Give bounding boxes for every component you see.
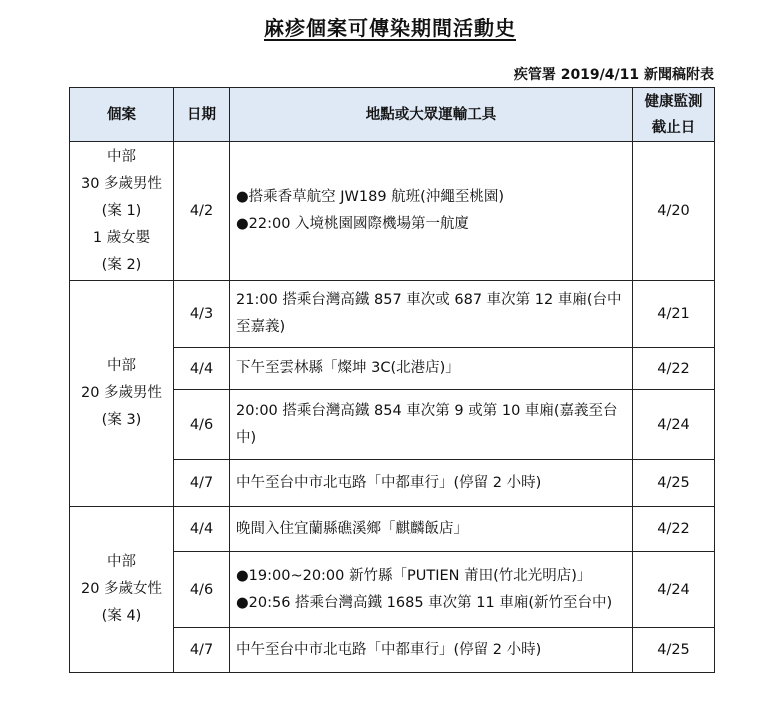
- date-cell: 4/4: [174, 348, 230, 390]
- activity-table: [69, 87, 715, 673]
- place-cell: [230, 628, 633, 673]
- case-cell: [70, 142, 174, 281]
- monitor-end-cell: 4/20: [633, 142, 715, 281]
- date-cell: 4/7: [174, 628, 230, 673]
- place-line: 中午至台中市北屯路「中都車行」(停留 2 小時): [236, 474, 542, 491]
- date-cell: 4/2: [174, 142, 230, 281]
- date-cell: 4/4: [174, 507, 230, 552]
- place-cell: [230, 142, 633, 281]
- place-line: ●22:00 入境桃園國際機場第一航廈: [236, 216, 470, 232]
- place-cell: [230, 552, 633, 628]
- monitor-end-cell: 4/25: [633, 628, 715, 673]
- date-cell: 4/3: [174, 281, 230, 348]
- date-cell: 4/6: [174, 390, 230, 460]
- case-line: (案 3): [101, 412, 142, 428]
- place-line: 20:00 搭乘台灣高鐵 854 車次第 9 或第 10 車廂(嘉義至台中): [236, 402, 618, 446]
- place-line: 中午至台中市北屯路「中都車行」(停留 2 小時): [236, 641, 542, 658]
- header-monitor-line2: 截止日: [651, 119, 696, 136]
- place-cell: [230, 281, 633, 348]
- place-line: 晚間入住宜蘭縣礁溪鄉「麒麟飯店」: [236, 520, 468, 537]
- header-date: 日期: [174, 88, 230, 142]
- place-cell: [230, 507, 633, 552]
- date-cell: 4/7: [174, 460, 230, 507]
- document-title-text: 麻疹個案可傳染期間活動史: [264, 16, 516, 40]
- case-line: 1 歲女嬰: [92, 229, 151, 246]
- case-line: (案 4): [101, 608, 142, 624]
- case-line: 20 多歲女性: [80, 581, 163, 597]
- case-line: 中部: [107, 554, 136, 570]
- place-line: ●20:56 搭乘台灣高鐵 1685 車次第 11 車廂(新竹至台中): [236, 594, 613, 611]
- monitor-end-cell: 4/21: [633, 281, 715, 348]
- source-note: 疾管署 2019/4/11 新聞稿附表: [513, 67, 714, 83]
- table-row: [70, 507, 715, 552]
- header-place: 地點或大眾運輸工具: [230, 88, 633, 142]
- case-cell: [70, 281, 174, 507]
- date-cell: 4/6: [174, 552, 230, 628]
- case-line: (案 1): [101, 202, 142, 219]
- place-cell: [230, 390, 633, 460]
- monitor-end-cell: 4/25: [633, 460, 715, 507]
- place-cell: [230, 348, 633, 390]
- monitor-end-cell: 4/24: [633, 552, 715, 628]
- case-line: 中部: [107, 358, 136, 374]
- monitor-end-cell: 4/24: [633, 390, 715, 460]
- header-row: [70, 88, 715, 142]
- place-line: 21:00 搭乘台灣高鐵 857 車次或 687 車次第 12 車廂(台中至嘉義): [236, 292, 622, 335]
- place-cell: [230, 460, 633, 507]
- monitor-end-cell: 4/22: [633, 348, 715, 390]
- case-cell: [70, 507, 174, 673]
- place-line: ●19:00~20:00 新竹縣「PUTIEN 莆田(竹北光明店)」: [236, 567, 592, 584]
- header-monitor-line1: 健康監測: [644, 93, 703, 110]
- case-line: 30 多歲男性: [80, 175, 163, 192]
- case-line: (案 2): [101, 256, 142, 273]
- monitor-end-cell: 4/22: [633, 507, 715, 552]
- header-monitor: [633, 88, 715, 142]
- table-row: [70, 142, 715, 281]
- case-line: 20 多歲男性: [80, 385, 163, 401]
- place-line: ●搭乘香草航空 JW189 航班(沖繩至桃園): [236, 189, 504, 205]
- table-row: [70, 281, 715, 348]
- document-title: [0, 12, 780, 41]
- case-line: 中部: [107, 148, 136, 165]
- header-case: 個案: [70, 88, 174, 142]
- place-line: 下午至雲林縣「燦坤 3C(北港店)」: [236, 360, 460, 376]
